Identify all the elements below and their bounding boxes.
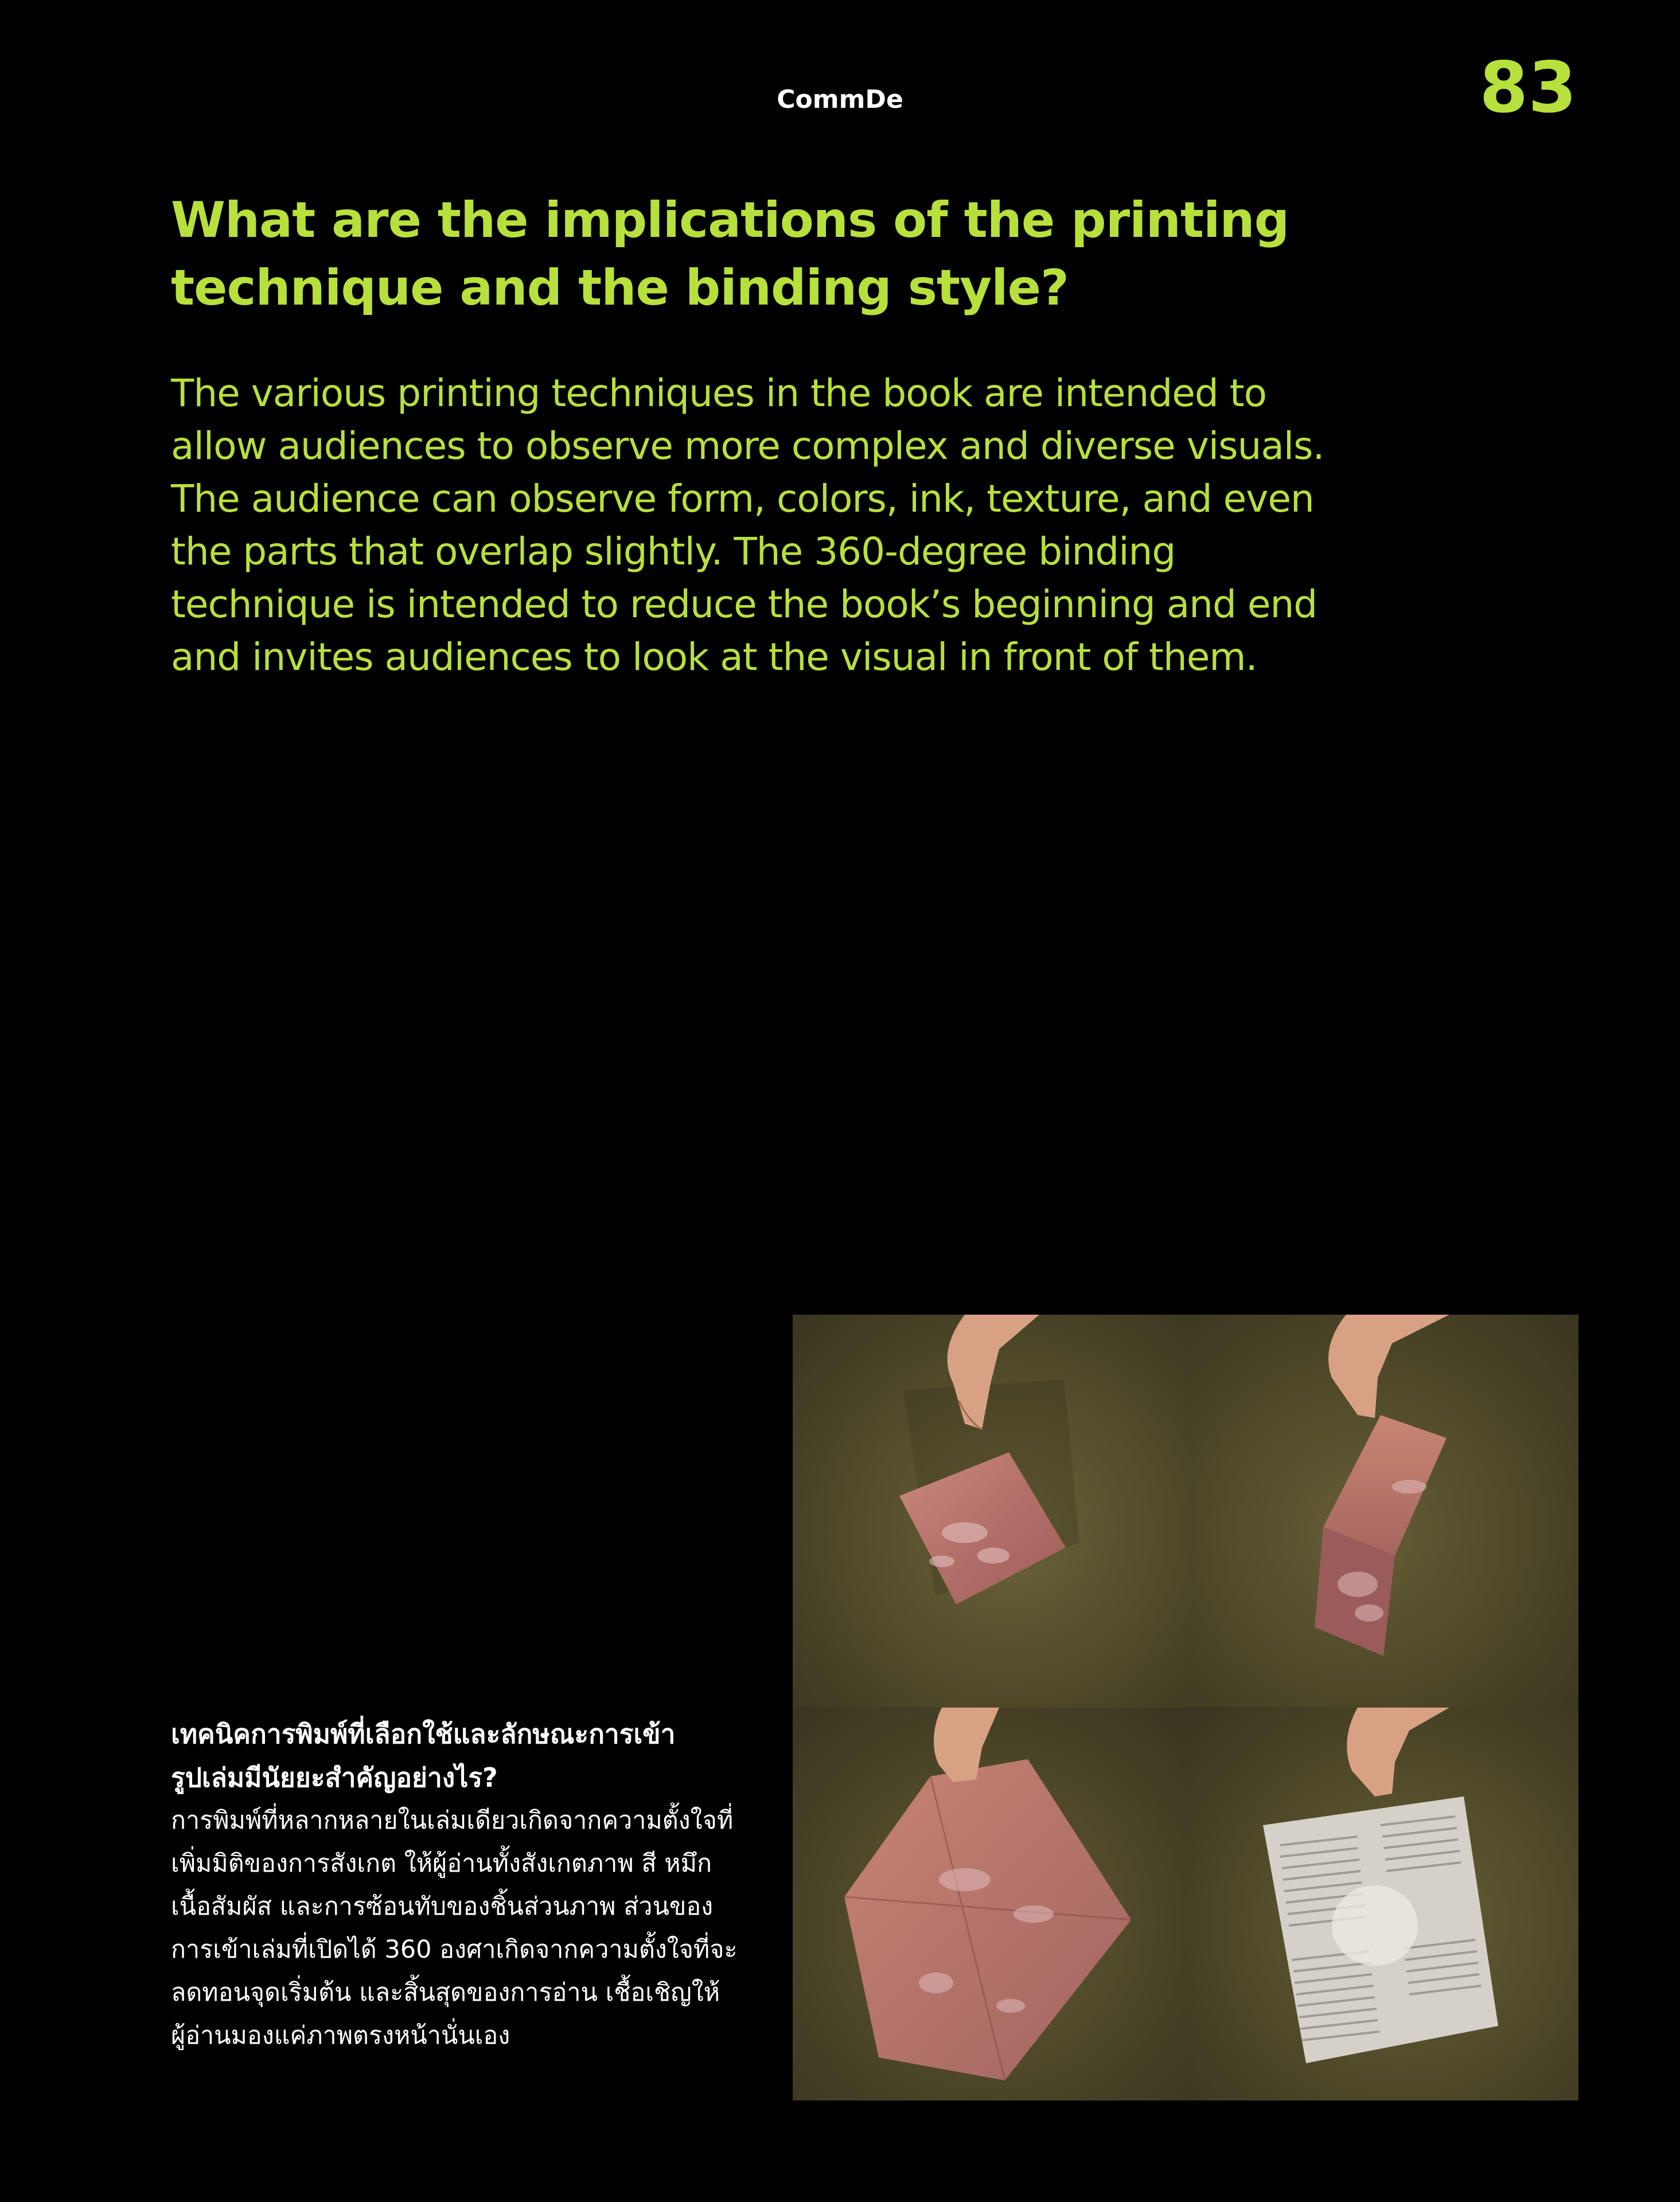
photo-half-open xyxy=(1186,1315,1578,1708)
thai-body-line: การพิมพ์ที่หลากหลายในเล่มเดียวเกิดจากความตั้งใจที่ xyxy=(171,1806,734,1835)
thai-heading-line: เทคนิคการพิมพ์ที่เลือกใช้และลักษณะการเข้า xyxy=(171,1718,676,1749)
thai-body-line: การเข้าเล่มที่เปิดได้ 360 องศาเกิดจากความตั้งใจที่จะ xyxy=(171,1935,738,1964)
heading-line: What are the implications of the printing xyxy=(171,192,1289,249)
thai-body-line: ลดทอนจุดเริ่มต้น และสิ้นสุดของการอ่าน เชื้อเชิญให้ xyxy=(171,1978,720,2007)
body-line: allow audiences to observe more complex and diverse visuals. xyxy=(171,424,1324,468)
page-number: 83 xyxy=(1479,47,1577,128)
photo-grid xyxy=(793,1315,1578,2100)
running-header-title: CommDe xyxy=(777,85,903,114)
body-line: The audience can observe form, colors, ink, texture, and even xyxy=(171,477,1314,521)
section-heading xyxy=(171,186,1375,322)
body-line: technique is intended to reduce the book’s beginning and end xyxy=(171,582,1318,626)
photo-newsprint-side xyxy=(1186,1708,1578,2100)
thai-body-line: เพิ่มมิติของการสังเกต ให้ผู้อ่านทั้งสังเกตภาพ สี หมึก xyxy=(171,1849,712,1878)
thai-body-line: ผู้อ่านมองแค่ภาพตรงหน้านั่นเอง xyxy=(171,2021,510,2050)
body-paragraph-english xyxy=(171,367,1404,684)
body-line: and invites audiences to look at the visual in front of them. xyxy=(171,635,1257,679)
thai-text-block xyxy=(171,1712,779,2057)
body-line: The various printing techniques in the book are intended to xyxy=(171,371,1266,415)
thai-heading xyxy=(171,1712,779,1799)
photo-folded-square xyxy=(793,1315,1186,1708)
thai-heading-line: รูปเล่มมีนัยยะสำคัญอย่างไร? xyxy=(171,1762,498,1793)
photo-fully-open xyxy=(793,1708,1186,2100)
thai-body-line: เนื้อสัมผัส และการซ้อนทับของชิ้นส่วนภาพ ส่วนของ xyxy=(171,1892,714,1921)
thai-body-paragraph xyxy=(171,1799,779,2057)
body-line: the parts that overlap slightly. The 360-degree binding xyxy=(171,529,1176,574)
heading-line: technique and the binding style? xyxy=(171,259,1069,317)
